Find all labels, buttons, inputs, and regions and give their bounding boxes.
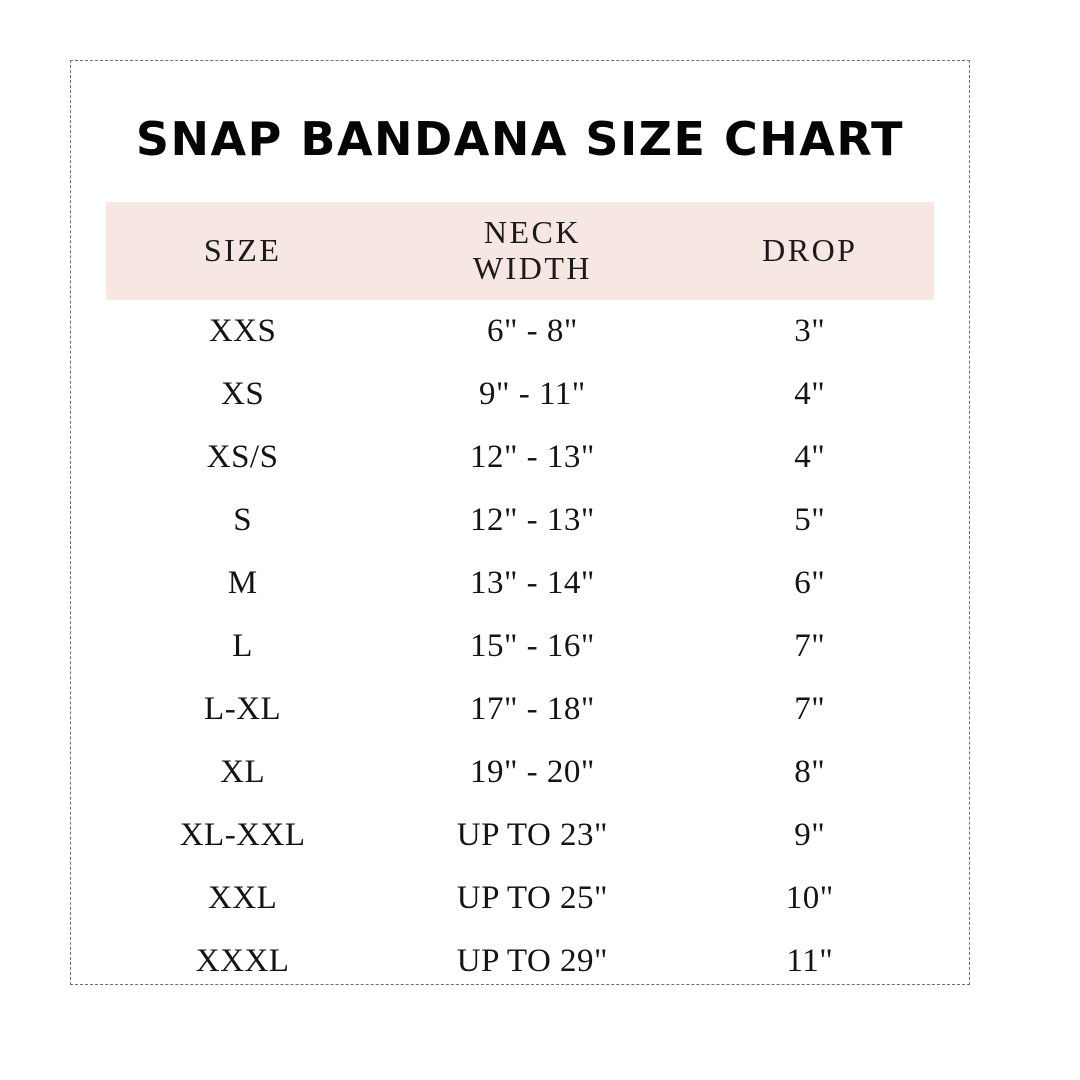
cell-neck-width: 6" - 8" (486, 313, 578, 349)
cell-size: XL-XXL (179, 817, 306, 853)
cell-neck-width: 17" - 18" (469, 691, 595, 727)
cell-size: S (233, 502, 253, 538)
cell-drop: 11" (786, 943, 834, 979)
table-row (106, 363, 934, 426)
column-header-neck-width-line2: WIDTH (472, 250, 592, 286)
table-row (106, 426, 934, 489)
cell-drop: 7" (794, 691, 826, 727)
cell-drop: 3" (794, 313, 826, 349)
cell-size: XS/S (206, 439, 279, 475)
table-body (106, 300, 934, 993)
column-header-neck-width (379, 202, 685, 300)
table-header (106, 202, 934, 300)
table-row (106, 300, 934, 363)
cell-size: XL (220, 754, 266, 790)
cell-neck-width: UP TO 23" (456, 817, 609, 853)
cell-neck-width: 15" - 16" (469, 628, 595, 664)
cell-size: L-XL (204, 691, 282, 727)
table-row (106, 489, 934, 552)
table-row (106, 867, 934, 930)
cell-drop: 4" (794, 376, 826, 412)
cell-drop: 9" (794, 817, 826, 853)
table-row (106, 615, 934, 678)
page-title: SNAP BANDANA SIZE CHART (135, 112, 905, 166)
table-row (106, 930, 934, 993)
cell-drop: 6" (794, 565, 826, 601)
table-row (106, 741, 934, 804)
table-row (106, 678, 934, 741)
cell-drop: 4" (794, 439, 826, 475)
cell-drop: 8" (794, 754, 826, 790)
cell-neck-width: 9" - 11" (479, 376, 586, 412)
size-chart-table (106, 202, 934, 993)
cell-size: XXS (208, 313, 277, 349)
chart-content (70, 60, 970, 985)
cell-neck-width: UP TO 25" (456, 880, 609, 916)
cell-drop: 5" (794, 502, 826, 538)
cell-size: M (227, 565, 258, 601)
cell-neck-width: 19" - 20" (469, 754, 595, 790)
cell-drop: 10" (785, 880, 834, 916)
column-header-drop: DROP (762, 232, 858, 269)
table-row (106, 804, 934, 867)
cell-neck-width: 12" - 13" (469, 439, 595, 475)
cell-size: XS (221, 376, 265, 412)
column-header-neck-width-line1: NECK (483, 214, 581, 251)
cell-size: L (232, 628, 253, 664)
column-header-size: SIZE (203, 232, 282, 269)
cell-neck-width: UP TO 29" (456, 943, 609, 979)
table-row (106, 552, 934, 615)
cell-size: XXL (207, 880, 278, 916)
table-header-row (106, 202, 934, 300)
cell-neck-width: 12" - 13" (469, 502, 595, 538)
cell-drop: 7" (794, 628, 826, 664)
cell-size: XXXL (195, 943, 290, 979)
cell-neck-width: 13" - 14" (469, 565, 595, 601)
